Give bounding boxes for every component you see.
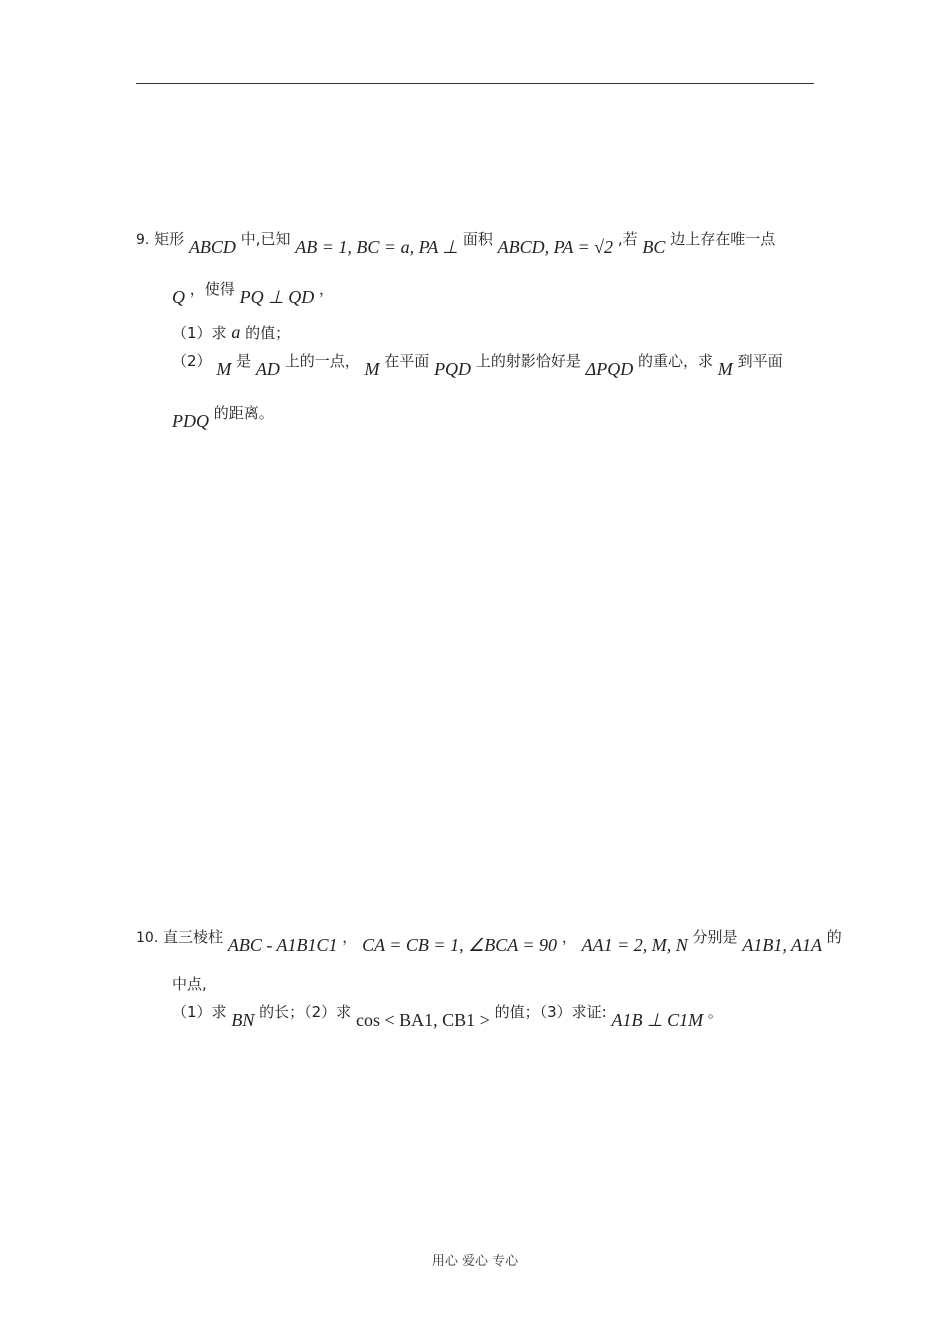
text: （1）求 — [172, 1003, 227, 1021]
text: ， — [561, 928, 577, 946]
text: 的值；（3）求证: — [494, 1003, 607, 1021]
text: ,若 — [617, 230, 638, 248]
math-abcd: ABCD — [188, 237, 236, 257]
math-ad: AD — [255, 359, 280, 379]
problem-9-line-2 — [172, 278, 335, 307]
text: 矩形 — [154, 230, 185, 248]
text: 边上存在唯一点 — [670, 230, 776, 248]
text: 面积 — [462, 230, 493, 248]
text: ， — [342, 928, 358, 946]
text: （2） — [172, 352, 212, 370]
text: 上的一点， — [284, 352, 360, 370]
math-pqd: PQD — [434, 359, 472, 379]
math-triangle-pqd: ΔPQD — [585, 359, 634, 379]
problem-10-line-1 — [136, 926, 842, 955]
text: 上的射影恰好是 — [475, 352, 581, 370]
problem-10-line-2 — [172, 973, 207, 994]
math-a: a — [231, 322, 241, 342]
math-m: M — [364, 359, 380, 379]
text: 的距离。 — [213, 404, 274, 422]
math-condition: AB = 1, BC = a, PA ⊥ — [295, 237, 459, 257]
page-footer: 用心 爱心 专心 — [431, 1254, 519, 1269]
math-bn: BN — [231, 1010, 255, 1030]
text: 。 — [707, 1003, 723, 1021]
text: ， — [319, 280, 335, 298]
problem-number: 10. — [136, 930, 159, 946]
text: 在平面 — [384, 352, 430, 370]
problem-9-line-1 — [136, 228, 776, 257]
math-pdq: PDQ — [172, 411, 209, 431]
text: 到平面 — [737, 352, 783, 370]
text: 直三棱柱 — [163, 928, 224, 946]
problem-9-question-1 — [172, 322, 290, 343]
math-pq-qd: PQ ⊥ QD — [239, 287, 315, 307]
math-m: M — [216, 359, 232, 379]
problem-10-questions — [172, 1001, 723, 1030]
text: 的 — [826, 928, 842, 946]
text: 的长；（2）求 — [259, 1003, 352, 1021]
problem-9-question-2-cont — [172, 402, 274, 431]
math-pa: ABCD, PA = √2 — [497, 237, 614, 257]
math-a1b1-a1a: A1B1, A1A — [742, 935, 822, 955]
math-aa1: AA1 = 2, M, N — [581, 935, 688, 955]
text: 中点, — [172, 975, 207, 993]
text: 分别是 — [692, 928, 738, 946]
text: ，使得 — [189, 280, 235, 298]
math-q: Q — [172, 287, 185, 307]
math-cos: cos < BA1, CB1 > — [355, 1010, 490, 1030]
math-ca-cb: CA = CB = 1, ∠BCA = 90 — [362, 935, 558, 955]
text: 的重心，求 — [637, 352, 713, 370]
math-m: M — [717, 359, 733, 379]
math-bc: BC — [642, 237, 666, 257]
problem-9-question-2 — [172, 350, 783, 379]
math-prism: ABC - A1B1C1 — [227, 935, 338, 955]
text: （1）求 — [172, 324, 227, 342]
problem-number: 9. — [136, 232, 150, 248]
header-rule — [136, 83, 814, 84]
text: 是 — [236, 352, 252, 370]
math-perpendicular: A1B ⊥ C1M — [611, 1010, 704, 1030]
text: 的值； — [245, 324, 291, 342]
text: 中,已知 — [240, 230, 291, 248]
